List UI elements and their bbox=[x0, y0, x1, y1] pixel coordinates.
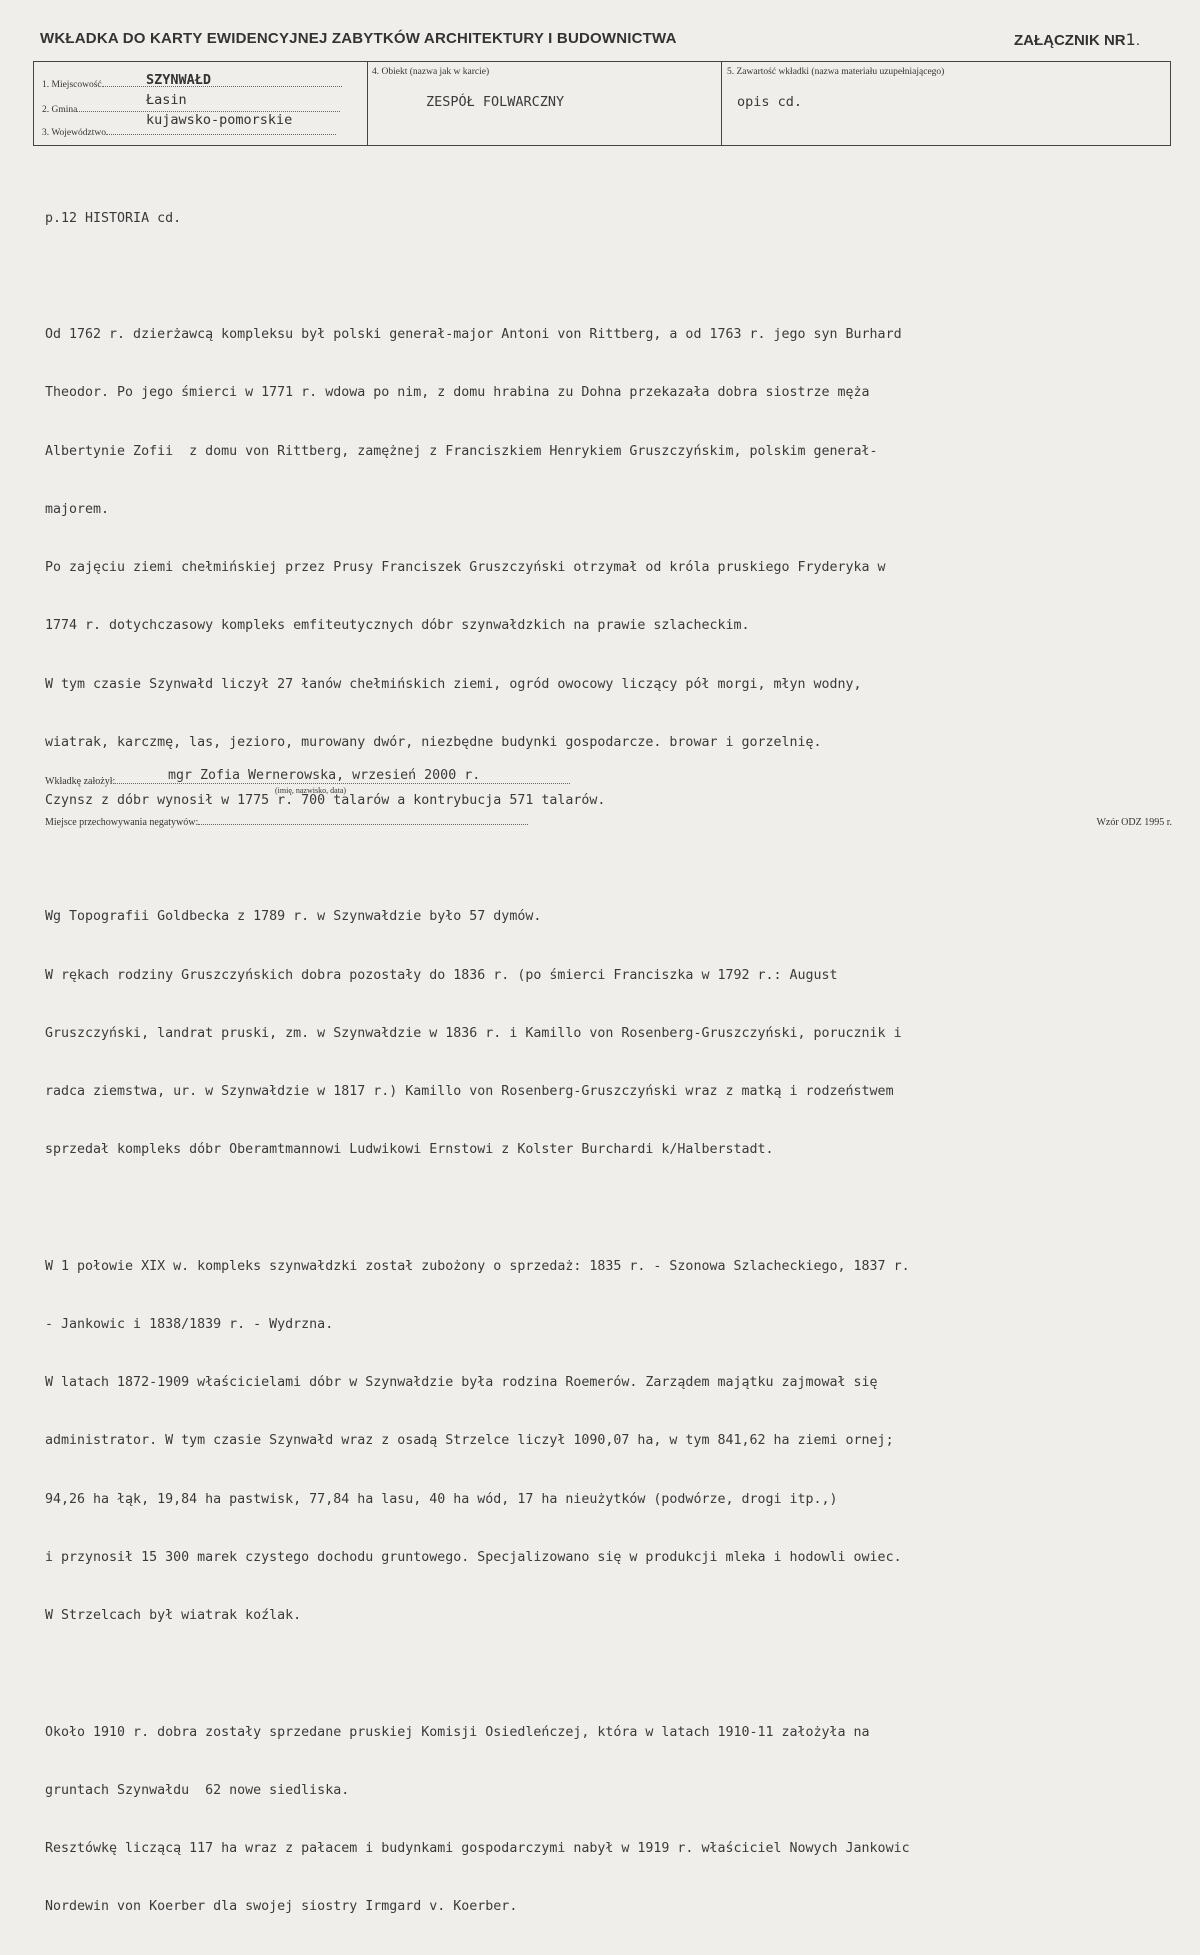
text-line bbox=[45, 1199, 1165, 1218]
column-divider bbox=[367, 62, 368, 145]
field-value-wojewodztwo: kujawsko-pomorskie bbox=[146, 112, 293, 128]
text-line: p.12 HISTORIA cd. bbox=[45, 210, 182, 226]
annex-number: ZAŁĄCZNIK NR1. bbox=[1013, 30, 1140, 49]
text-line: Czynsz z dóbr wynosił w 1775 r. 700 talarów a kontrybucja 571 talarów. bbox=[45, 793, 606, 808]
text-line: W 1 połowie XIX w. kompleks szynwałdzki został zubożony o sprzedaż: 1835 r. - Szonowa Szlacheckiego, 1837 r. bbox=[45, 1258, 910, 1274]
text-line: W rękach rodziny Gruszczyńskich dobra pozostały do 1836 r. (po śmierci Franciszka w 1792 r.: August bbox=[45, 967, 838, 983]
text-line: W Strzelcach był wiatrak koźlak. bbox=[45, 1608, 302, 1624]
author-label: Wkładkę założył: bbox=[45, 776, 116, 787]
field-label-obiekt: 4. Obiekt (nazwa jak w karcie) bbox=[372, 67, 490, 77]
text-line: Wg Topografii Goldbecka z 1789 r. w Szynwałdzie było 57 dymów. bbox=[45, 909, 542, 925]
form-code: Wzór ODZ 1995 r. bbox=[1096, 817, 1172, 828]
author-sublabel: (imię, nazwisko, data) bbox=[275, 786, 347, 795]
field-label: 2. Gmina bbox=[42, 105, 78, 115]
text-line: radca ziemstwa, ur. w Szynwałdzie w 1817 r.) Kamillo von Rosenberg-Gruszczyński wraz z matką i rodzeństwem bbox=[45, 1084, 894, 1100]
field-label: 1. Miejscowość bbox=[42, 80, 102, 90]
field-label: 3. Województwo bbox=[42, 128, 106, 138]
text-line: - Jankowic i 1838/1839 r. - Wydrzna. bbox=[45, 1316, 334, 1332]
author-value: mgr Zofia Wernerowska, wrzesień 2000 r. bbox=[168, 768, 481, 783]
text-line: 1774 r. dotychczasowy kompleks emfiteutycznych dóbr szynwałdzkich na prawie szlacheckim. bbox=[45, 618, 750, 634]
history-text bbox=[45, 170, 1165, 1955]
text-line: sprzedał kompleks dóbr Oberamtmannowi Ludwikowi Ernstowi z Kolster Burchardi k/Halberstadt. bbox=[45, 1142, 774, 1158]
header-fields-box bbox=[33, 61, 1171, 146]
text-line: Gruszczyński, landrat pruski, zm. w Szynwałdzie w 1836 r. i Kamillo von Rosenberg-Gruszczyński, porucznik i bbox=[45, 1025, 902, 1041]
text-line: Nordewin von Koerber dla swojej siostry Irmgard v. Koerber. bbox=[45, 1899, 518, 1915]
text-line bbox=[45, 849, 1165, 868]
field-value-gmina: Łasin bbox=[146, 92, 187, 108]
text-line: majorem. bbox=[45, 501, 110, 517]
text-line: W latach 1872-1909 właścicielami dóbr w Szynwałdzie była rodzina Roemerów. Zarządem majątku zajmował się bbox=[45, 1375, 878, 1391]
text-line: Theodor. Po jego śmierci w 1771 r. wdowa po nim, z domu hrabina zu Dohna przekazała dobra siostrze męża bbox=[45, 385, 870, 401]
negatives-label: Miejsce przechowywania negatywów: bbox=[45, 817, 199, 828]
text-line bbox=[45, 1664, 1165, 1683]
text-line: Od 1762 r. dzierżawcą kompleksu był polski generał-major Antoni von Rittberg, a od 1763 r. jego syn Burhard bbox=[45, 327, 902, 343]
text-line: Albertynie Zofii z domu von Rittberg, zamężnej z Franciszkiem Henrykiem Gruszczyńskim, polskim generał- bbox=[45, 443, 878, 459]
text-line: wiatrak, karczmę, las, jezioro, murowany dwór, niezbędne budynki gospodarcze. browar i gorzelnię. bbox=[45, 734, 822, 750]
text-line: administrator. W tym czasie Szynwałd wraz z osadą Strzelce liczył 1090,07 ha, w tym 841,62 ha ziemi ornej; bbox=[45, 1433, 894, 1449]
text-line: i przynosił 15 300 marek czystego dochodu gruntowego. Specjalizowano się w produkcji mleka i hodowli owiec. bbox=[45, 1549, 902, 1565]
field-label-zawartosc: 5. Zawartość wkładki (nazwa materiału uzupełniającego) bbox=[727, 67, 945, 77]
annex-number-value: 1 bbox=[1125, 30, 1136, 49]
text-line: Resztówkę liczącą 117 ha wraz z pałacem i budynkami gospodarczymi nabył w 1919 r. właściciel Nowych Jankowic bbox=[45, 1840, 910, 1856]
form-title: WKŁADKA DO KARTY EWIDENCYJNEJ ZABYTKÓW ARCHITEKTURY I BUDOWNICTWA bbox=[40, 30, 677, 47]
text-line: 94,26 ha łąk, 19,84 ha pastwisk, 77,84 ha lasu, 40 ha wód, 17 ha nieużytków (podwórze, drogi itp.,) bbox=[45, 1491, 838, 1507]
annex-label: ZAŁĄCZNIK NR bbox=[1013, 32, 1126, 49]
column-divider bbox=[721, 62, 722, 145]
text-line: Po zajęciu ziemi chełmińskiej przez Prusy Franciszek Gruszczyński otrzymał od króla pruskiego Fryderyka w bbox=[45, 560, 886, 576]
negatives-row bbox=[45, 817, 528, 828]
text-line: Około 1910 r. dobra zostały sprzedane pruskiej Komisji Osiedleńczej, która w latach 1910-11 założyła na bbox=[45, 1724, 870, 1740]
text-line: W tym czasie Szynwałd liczył 27 łanów chełmińskich ziemi, ogród owocowy liczący pół morgi, młyn wodny, bbox=[45, 676, 862, 692]
field-value-zawartosc: opis cd. bbox=[737, 94, 803, 110]
text-line bbox=[45, 267, 1165, 286]
field-value-miejscowosc: SZYNWAŁD bbox=[146, 72, 212, 88]
field-value-obiekt: ZESPÓŁ FOLWARCZNY bbox=[426, 94, 565, 110]
text-line: gruntach Szynwałdu 62 nowe siedliska. bbox=[45, 1782, 350, 1798]
field-wojewodztwo bbox=[42, 128, 336, 138]
